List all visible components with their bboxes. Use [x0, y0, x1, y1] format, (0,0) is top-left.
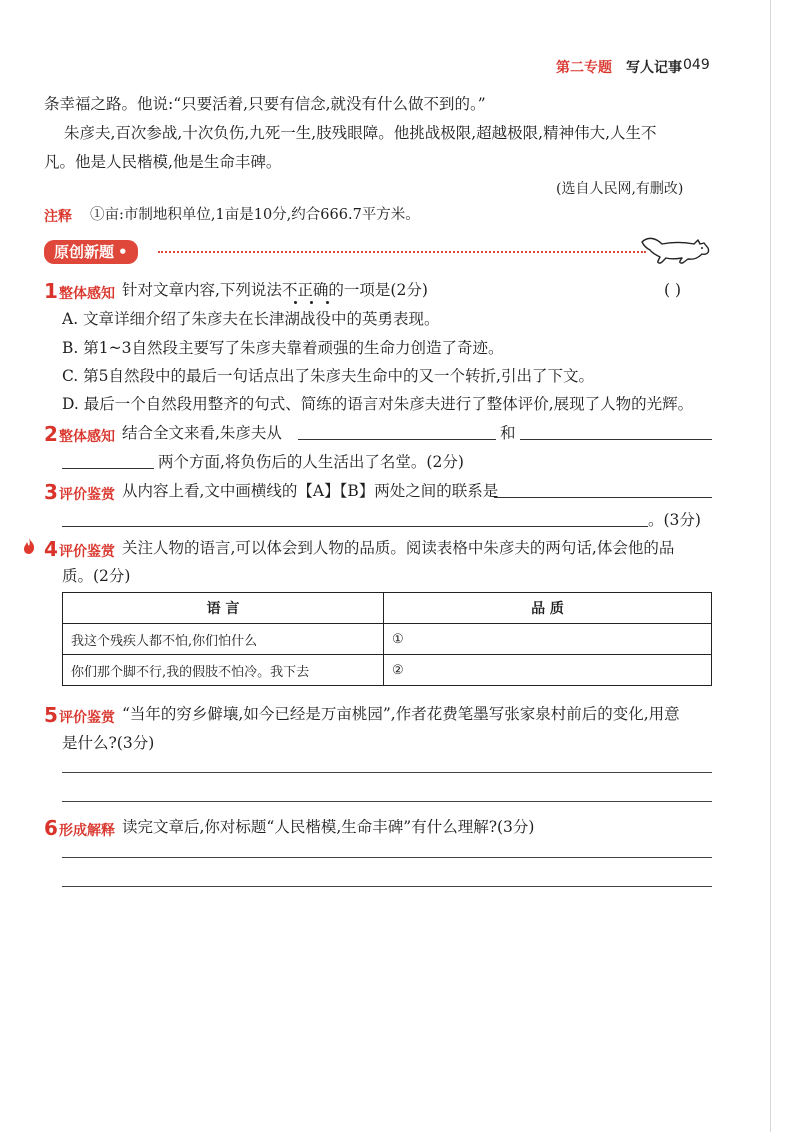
- q4-stem-line-2: 质。(2分): [62, 567, 131, 585]
- table-cell-speech: 我这个残疾人都不怕,你们怕什么: [63, 624, 384, 655]
- q3-blank-2[interactable]: [62, 526, 648, 527]
- q5-number: 5: [44, 703, 58, 727]
- q4-tag: 评价鉴赏: [59, 544, 115, 560]
- note-label: 注释: [44, 209, 72, 225]
- q4-number: 4: [44, 537, 58, 561]
- table-header-quality: 品 质: [384, 593, 712, 624]
- q2-blank-2-cont[interactable]: [62, 468, 154, 469]
- q2-number: 2: [44, 422, 58, 446]
- table-cell-speech: 你们那个脚不行,我的假肢不怕冷。我下去: [63, 655, 384, 686]
- q2-tag: 整体感知: [59, 429, 115, 445]
- table-cell-quality-answer[interactable]: ①: [384, 624, 712, 655]
- table-row: [63, 624, 712, 655]
- banner-dot-icon: •: [118, 243, 128, 261]
- section-banner: [44, 240, 138, 264]
- header-topic: 写人记事: [626, 60, 682, 76]
- passage-line-1: 条幸福之路。他说:“只要活着,只要有信念,就没有什么做不到的。”: [44, 95, 486, 113]
- q5-answer-line[interactable]: [62, 772, 712, 773]
- flame-icon: [22, 537, 36, 555]
- q2-stem-c: 两个方面,将负伤后的人生活出了名堂。(2分): [158, 453, 464, 471]
- q5-stem-line-2: 是什么?(3分): [62, 734, 155, 752]
- q3-stem: 从内容上看,文中画横线的【A】【B】两处之间的联系是: [122, 482, 499, 500]
- emphasis-dot: [326, 301, 329, 304]
- cat-icon: [638, 228, 718, 268]
- q1-stem: 针对文章内容,下列说法不正确的一项是(2分): [122, 281, 428, 299]
- table-cell-quality-answer[interactable]: ②: [384, 655, 712, 686]
- q6-number: 6: [44, 816, 58, 840]
- q6-answer-line[interactable]: [62, 886, 712, 887]
- table-row: [63, 655, 712, 686]
- banner-dotted-line: [158, 251, 646, 253]
- q3-blank-1[interactable]: [494, 497, 712, 498]
- header-section: 第二专题: [556, 60, 612, 76]
- q1-option-b[interactable]: B. 第1~3自然段主要写了朱彦夫靠着顽强的生命力创造了奇迹。: [62, 339, 504, 357]
- q5-answer-line[interactable]: [62, 801, 712, 802]
- q4-table: [62, 592, 712, 686]
- q3-number: 3: [44, 480, 58, 504]
- q1-tag: 整体感知: [59, 286, 115, 302]
- q5-tag: 评价鉴赏: [59, 710, 115, 726]
- q1-answer-paren[interactable]: ( ): [664, 281, 682, 299]
- table-header-row: [63, 593, 712, 624]
- q4-stem-line-1: 关注人物的语言,可以体会到人物的品质。阅读表格中朱彦夫的两句话,体会他的品: [122, 539, 675, 557]
- q6-tag: 形成解释: [59, 823, 115, 839]
- page-number: 049: [683, 57, 710, 73]
- q3-end: 。(3分): [648, 511, 701, 529]
- passage-line-3: 凡。他是人民楷模,他是生命丰碑。: [44, 153, 282, 171]
- q1-number: 1: [44, 279, 58, 303]
- q6-stem: 读完文章后,你对标题“人民楷模,生命丰碑”有什么理解?(3分): [122, 818, 535, 836]
- q2-blank-1[interactable]: [298, 439, 496, 440]
- q3-tag: 评价鉴赏: [59, 487, 115, 503]
- passage-source: (选自人民网,有删改): [556, 181, 684, 197]
- q1-option-d[interactable]: D. 最后一个自然段用整齐的句式、简练的语言对朱彦夫进行了整体评价,展现了人物的光辉。: [62, 395, 694, 413]
- q1-option-a[interactable]: A. 文章详细介绍了朱彦夫在长津湖战役中的英勇表现。: [62, 310, 440, 328]
- emphasis-dot: [294, 301, 297, 304]
- table-header-speech: 语 言: [63, 593, 384, 624]
- q2-stem-b: 和: [500, 424, 516, 442]
- q2-stem-a: 结合全文来看,朱彦夫从: [122, 424, 282, 442]
- q5-stem-line-1: “当年的穷乡僻壤,如今已经是万亩桃园”,作者花费笔墨写张家泉村前后的变化,用意: [122, 705, 680, 723]
- q6-answer-line[interactable]: [62, 857, 712, 858]
- passage-line-2: 朱彦夫,百次参战,十次负伤,九死一生,肢残眼障。他挑战极限,超越极限,精神伟大,人生不: [64, 124, 657, 142]
- page-edge: [770, 0, 771, 1132]
- note-text: ①亩:市制地积单位,1亩是10分,约合666.7平方米。: [90, 207, 420, 223]
- q2-blank-2[interactable]: [520, 439, 712, 440]
- q1-option-c[interactable]: C. 第5自然段中的最后一句话点出了朱彦夫生命中的又一个转折,引出了下文。: [62, 367, 594, 385]
- banner-label: 原创新题: [54, 243, 115, 261]
- emphasis-dot: [310, 301, 313, 304]
